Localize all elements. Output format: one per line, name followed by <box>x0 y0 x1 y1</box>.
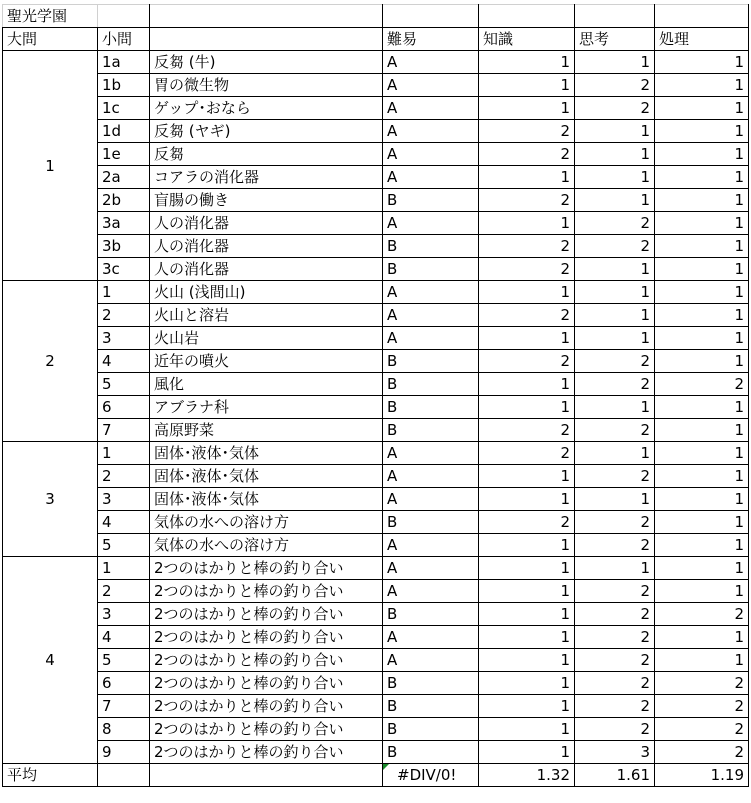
topic-cell[interactable]: 気体の水への溶け方 <box>150 534 383 557</box>
small-question-cell[interactable]: 1 <box>98 281 150 304</box>
difficulty-cell[interactable]: A <box>383 557 479 580</box>
header-knowledge[interactable]: 知識 <box>479 28 575 51</box>
small-question-cell[interactable]: 3 <box>98 603 150 626</box>
topic-cell[interactable]: 2つのはかりと棒の釣り合い <box>150 626 383 649</box>
average-processing-cell[interactable]: 1.19 <box>655 764 749 787</box>
small-question-cell[interactable]: 2b <box>98 189 150 212</box>
empty-cell[interactable] <box>655 5 749 28</box>
processing-cell[interactable]: 1 <box>655 396 749 419</box>
knowledge-cell[interactable]: 1 <box>479 626 575 649</box>
difficulty-cell[interactable]: A <box>383 534 479 557</box>
topic-cell[interactable]: 高原野菜 <box>150 419 383 442</box>
processing-cell[interactable]: 1 <box>655 626 749 649</box>
processing-cell[interactable]: 1 <box>655 488 749 511</box>
processing-cell[interactable]: 1 <box>655 534 749 557</box>
small-question-cell[interactable]: 4 <box>98 350 150 373</box>
topic-cell[interactable]: 反芻 (ヤギ) <box>150 120 383 143</box>
topic-cell[interactable]: 気体の水への溶け方 <box>150 511 383 534</box>
topic-cell[interactable]: 固体･液体･気体 <box>150 488 383 511</box>
knowledge-cell[interactable]: 2 <box>479 442 575 465</box>
thinking-cell[interactable]: 2 <box>575 695 655 718</box>
header-thinking[interactable]: 思考 <box>575 28 655 51</box>
table-row <box>3 166 749 189</box>
difficulty-cell[interactable]: B <box>383 235 479 258</box>
table-row <box>3 258 749 281</box>
thinking-cell[interactable]: 1 <box>575 51 655 74</box>
empty-cell[interactable] <box>98 764 150 787</box>
thinking-cell[interactable]: 2 <box>575 235 655 258</box>
processing-cell[interactable]: 2 <box>655 718 749 741</box>
small-question-cell[interactable]: 2 <box>98 580 150 603</box>
thinking-cell[interactable]: 2 <box>575 534 655 557</box>
error-indicator-icon <box>383 764 389 770</box>
table-row <box>3 189 749 212</box>
topic-cell[interactable]: 火山 (浅間山) <box>150 281 383 304</box>
big-question-cell[interactable]: 3 <box>3 442 98 557</box>
processing-cell[interactable]: 1 <box>655 465 749 488</box>
table-row <box>3 51 749 74</box>
school-name-cell[interactable]: 聖光学園 <box>3 5 98 28</box>
big-question-cell[interactable]: 1 <box>3 51 98 281</box>
average-knowledge-cell[interactable]: 1.32 <box>479 764 575 787</box>
processing-cell[interactable]: 1 <box>655 212 749 235</box>
knowledge-cell[interactable]: 1 <box>479 212 575 235</box>
small-question-cell[interactable]: 7 <box>98 419 150 442</box>
thinking-cell[interactable]: 1 <box>575 189 655 212</box>
knowledge-cell[interactable]: 2 <box>479 419 575 442</box>
difficulty-cell[interactable]: A <box>383 304 479 327</box>
processing-cell[interactable]: 1 <box>655 189 749 212</box>
topic-cell[interactable]: 近年の噴火 <box>150 350 383 373</box>
small-question-cell[interactable]: 3c <box>98 258 150 281</box>
processing-cell[interactable]: 2 <box>655 695 749 718</box>
thinking-cell[interactable]: 2 <box>575 373 655 396</box>
knowledge-cell[interactable]: 2 <box>479 304 575 327</box>
table-row <box>3 603 749 626</box>
knowledge-cell[interactable]: 1 <box>479 327 575 350</box>
thinking-cell[interactable]: 2 <box>575 97 655 120</box>
processing-cell[interactable]: 2 <box>655 603 749 626</box>
processing-cell[interactable]: 1 <box>655 120 749 143</box>
topic-cell[interactable]: 盲腸の働き <box>150 189 383 212</box>
table-row <box>3 672 749 695</box>
table-row <box>3 741 749 764</box>
knowledge-cell[interactable]: 1 <box>479 649 575 672</box>
thinking-cell[interactable]: 2 <box>575 626 655 649</box>
table-row <box>3 97 749 120</box>
knowledge-cell[interactable]: 1 <box>479 557 575 580</box>
topic-cell[interactable]: 2つのはかりと棒の釣り合い <box>150 603 383 626</box>
difficulty-cell[interactable]: B <box>383 695 479 718</box>
small-question-cell[interactable]: 1e <box>98 143 150 166</box>
processing-cell[interactable]: 1 <box>655 97 749 120</box>
processing-cell[interactable]: 1 <box>655 143 749 166</box>
processing-cell[interactable]: 1 <box>655 419 749 442</box>
knowledge-cell[interactable]: 2 <box>479 258 575 281</box>
knowledge-cell[interactable]: 2 <box>479 511 575 534</box>
small-question-cell[interactable]: 2 <box>98 465 150 488</box>
topic-cell[interactable]: 火山岩 <box>150 327 383 350</box>
topic-cell[interactable]: 2つのはかりと棒の釣り合い <box>150 695 383 718</box>
knowledge-cell[interactable]: 1 <box>479 74 575 97</box>
difficulty-cell[interactable]: A <box>383 51 479 74</box>
table-row <box>3 442 749 465</box>
difficulty-cell[interactable]: A <box>383 143 479 166</box>
error-value-text: #DIV/0! <box>397 766 457 784</box>
table-row <box>3 304 749 327</box>
table-row <box>3 718 749 741</box>
knowledge-cell[interactable]: 1 <box>479 695 575 718</box>
average-row <box>3 764 749 787</box>
empty-cell[interactable] <box>383 5 479 28</box>
thinking-cell[interactable]: 1 <box>575 143 655 166</box>
header-row <box>3 28 749 51</box>
small-question-cell[interactable]: 1c <box>98 97 150 120</box>
small-question-cell[interactable]: 9 <box>98 741 150 764</box>
difficulty-cell[interactable]: A <box>383 74 479 97</box>
average-thinking-cell[interactable]: 1.61 <box>575 764 655 787</box>
table-row <box>3 557 749 580</box>
processing-cell[interactable]: 1 <box>655 511 749 534</box>
thinking-cell[interactable]: 1 <box>575 120 655 143</box>
average-difficulty-cell[interactable] <box>383 764 479 787</box>
processing-cell[interactable]: 1 <box>655 304 749 327</box>
difficulty-cell[interactable]: A <box>383 120 479 143</box>
difficulty-cell[interactable]: B <box>383 189 479 212</box>
small-question-cell[interactable]: 1d <box>98 120 150 143</box>
thinking-cell[interactable]: 1 <box>575 557 655 580</box>
small-question-cell[interactable]: 4 <box>98 626 150 649</box>
thinking-cell[interactable]: 1 <box>575 396 655 419</box>
empty-cell[interactable] <box>479 5 575 28</box>
knowledge-cell[interactable]: 1 <box>479 488 575 511</box>
difficulty-cell[interactable]: A <box>383 580 479 603</box>
small-question-cell[interactable]: 5 <box>98 534 150 557</box>
knowledge-cell[interactable]: 2 <box>479 189 575 212</box>
topic-cell[interactable]: 反芻 <box>150 143 383 166</box>
table-row <box>3 419 749 442</box>
knowledge-cell[interactable]: 1 <box>479 373 575 396</box>
knowledge-cell[interactable]: 1 <box>479 718 575 741</box>
knowledge-cell[interactable]: 2 <box>479 120 575 143</box>
topic-cell[interactable]: 風化 <box>150 373 383 396</box>
knowledge-cell[interactable]: 1 <box>479 97 575 120</box>
difficulty-cell[interactable]: A <box>383 626 479 649</box>
table-row <box>3 488 749 511</box>
topic-cell[interactable]: コアラの消化器 <box>150 166 383 189</box>
table-row <box>3 74 749 97</box>
header-small-question[interactable]: 小問 <box>98 28 150 51</box>
difficulty-cell[interactable]: B <box>383 350 479 373</box>
small-question-cell[interactable]: 5 <box>98 649 150 672</box>
processing-cell[interactable]: 1 <box>655 442 749 465</box>
knowledge-cell[interactable]: 1 <box>479 396 575 419</box>
small-question-cell[interactable]: 6 <box>98 396 150 419</box>
thinking-cell[interactable]: 1 <box>575 327 655 350</box>
difficulty-cell[interactable]: B <box>383 258 479 281</box>
thinking-cell[interactable]: 2 <box>575 672 655 695</box>
topic-cell[interactable]: 2つのはかりと棒の釣り合い <box>150 672 383 695</box>
small-question-cell[interactable]: 3 <box>98 488 150 511</box>
difficulty-cell[interactable]: B <box>383 603 479 626</box>
small-question-cell[interactable]: 3 <box>98 327 150 350</box>
knowledge-cell[interactable]: 1 <box>479 534 575 557</box>
thinking-cell[interactable]: 1 <box>575 281 655 304</box>
thinking-cell[interactable]: 1 <box>575 442 655 465</box>
topic-cell[interactable]: 2つのはかりと棒の釣り合い <box>150 649 383 672</box>
table-row <box>3 695 749 718</box>
difficulty-cell[interactable]: B <box>383 672 479 695</box>
difficulty-cell[interactable]: B <box>383 419 479 442</box>
knowledge-cell[interactable]: 2 <box>479 235 575 258</box>
topic-cell[interactable]: アブラナ科 <box>150 396 383 419</box>
processing-cell[interactable]: 1 <box>655 649 749 672</box>
table-row <box>3 626 749 649</box>
empty-cell[interactable] <box>98 5 150 28</box>
processing-cell[interactable]: 1 <box>655 51 749 74</box>
thinking-cell[interactable]: 2 <box>575 350 655 373</box>
difficulty-cell[interactable]: A <box>383 327 479 350</box>
difficulty-cell[interactable]: A <box>383 212 479 235</box>
processing-cell[interactable]: 1 <box>655 235 749 258</box>
thinking-cell[interactable]: 1 <box>575 258 655 281</box>
difficulty-cell[interactable]: A <box>383 97 479 120</box>
topic-cell[interactable]: 人の消化器 <box>150 258 383 281</box>
thinking-cell[interactable]: 1 <box>575 488 655 511</box>
knowledge-cell[interactable]: 2 <box>479 350 575 373</box>
empty-cell[interactable] <box>150 764 383 787</box>
thinking-cell[interactable]: 3 <box>575 741 655 764</box>
processing-cell[interactable]: 1 <box>655 350 749 373</box>
table-row <box>3 465 749 488</box>
small-question-cell[interactable]: 4 <box>98 511 150 534</box>
small-question-cell[interactable]: 6 <box>98 672 150 695</box>
processing-cell[interactable]: 2 <box>655 373 749 396</box>
small-question-cell[interactable]: 3b <box>98 235 150 258</box>
table-row <box>3 143 749 166</box>
thinking-cell[interactable]: 2 <box>575 465 655 488</box>
difficulty-cell[interactable]: B <box>383 718 479 741</box>
small-question-cell[interactable]: 2 <box>98 304 150 327</box>
difficulty-cell[interactable]: A <box>383 649 479 672</box>
knowledge-cell[interactable]: 2 <box>479 143 575 166</box>
small-question-cell[interactable]: 1b <box>98 74 150 97</box>
knowledge-cell[interactable]: 1 <box>479 741 575 764</box>
topic-cell[interactable]: 2つのはかりと棒の釣り合い <box>150 718 383 741</box>
knowledge-cell[interactable]: 1 <box>479 465 575 488</box>
difficulty-cell[interactable]: A <box>383 281 479 304</box>
topic-cell[interactable]: 固体･液体･気体 <box>150 465 383 488</box>
knowledge-cell[interactable]: 1 <box>479 580 575 603</box>
topic-cell[interactable]: ゲップ･おなら <box>150 97 383 120</box>
knowledge-cell[interactable]: 1 <box>479 166 575 189</box>
processing-cell[interactable]: 1 <box>655 580 749 603</box>
header-topic[interactable] <box>150 28 383 51</box>
difficulty-cell[interactable]: A <box>383 465 479 488</box>
big-question-cell[interactable]: 2 <box>3 281 98 442</box>
small-question-cell[interactable]: 5 <box>98 373 150 396</box>
processing-cell[interactable]: 1 <box>655 557 749 580</box>
difficulty-cell[interactable]: B <box>383 396 479 419</box>
small-question-cell[interactable]: 1 <box>98 557 150 580</box>
processing-cell[interactable]: 1 <box>655 281 749 304</box>
header-processing[interactable]: 処理 <box>655 28 749 51</box>
topic-cell[interactable]: 人の消化器 <box>150 235 383 258</box>
processing-cell[interactable]: 1 <box>655 74 749 97</box>
knowledge-cell[interactable]: 1 <box>479 51 575 74</box>
thinking-cell[interactable]: 2 <box>575 649 655 672</box>
thinking-cell[interactable]: 2 <box>575 212 655 235</box>
processing-cell[interactable]: 1 <box>655 327 749 350</box>
topic-cell[interactable]: 2つのはかりと棒の釣り合い <box>150 557 383 580</box>
small-question-cell[interactable]: 2a <box>98 166 150 189</box>
table-row <box>3 120 749 143</box>
table-row <box>3 396 749 419</box>
empty-cell[interactable] <box>575 5 655 28</box>
table-row <box>3 281 749 304</box>
table-row <box>3 212 749 235</box>
small-question-cell[interactable]: 8 <box>98 718 150 741</box>
table-row <box>3 235 749 258</box>
table-row <box>3 534 749 557</box>
knowledge-cell[interactable]: 1 <box>479 672 575 695</box>
topic-cell[interactable]: 火山と溶岩 <box>150 304 383 327</box>
difficulty-cell[interactable]: A <box>383 166 479 189</box>
topic-cell[interactable]: 2つのはかりと棒の釣り合い <box>150 741 383 764</box>
difficulty-cell[interactable]: A <box>383 488 479 511</box>
empty-cell[interactable] <box>150 5 383 28</box>
difficulty-cell[interactable]: A <box>383 442 479 465</box>
title-row <box>3 5 749 28</box>
thinking-cell[interactable]: 2 <box>575 419 655 442</box>
difficulty-cell[interactable]: B <box>383 511 479 534</box>
processing-cell[interactable]: 1 <box>655 258 749 281</box>
knowledge-cell[interactable]: 1 <box>479 281 575 304</box>
processing-cell[interactable]: 1 <box>655 166 749 189</box>
table-row <box>3 649 749 672</box>
processing-cell[interactable]: 2 <box>655 672 749 695</box>
topic-cell[interactable]: 反芻 (牛) <box>150 51 383 74</box>
small-question-cell[interactable]: 7 <box>98 695 150 718</box>
table-row <box>3 580 749 603</box>
topic-cell[interactable]: 人の消化器 <box>150 212 383 235</box>
thinking-cell[interactable]: 2 <box>575 603 655 626</box>
table-row <box>3 511 749 534</box>
difficulty-cell[interactable]: B <box>383 373 479 396</box>
knowledge-cell[interactable]: 1 <box>479 603 575 626</box>
thinking-cell[interactable]: 2 <box>575 74 655 97</box>
topic-cell[interactable]: 固体･液体･気体 <box>150 442 383 465</box>
thinking-cell[interactable]: 1 <box>575 166 655 189</box>
thinking-cell[interactable]: 2 <box>575 511 655 534</box>
small-question-cell[interactable]: 1a <box>98 51 150 74</box>
header-difficulty[interactable]: 難易 <box>383 28 479 51</box>
table-row <box>3 373 749 396</box>
topic-cell[interactable]: 胃の微生物 <box>150 74 383 97</box>
big-question-cell[interactable]: 4 <box>3 557 98 764</box>
table-row <box>3 327 749 350</box>
average-label-cell[interactable]: 平均 <box>3 764 98 787</box>
thinking-cell[interactable]: 1 <box>575 304 655 327</box>
difficulty-cell[interactable]: B <box>383 741 479 764</box>
small-question-cell[interactable]: 3a <box>98 212 150 235</box>
small-question-cell[interactable]: 1 <box>98 442 150 465</box>
table-row <box>3 350 749 373</box>
thinking-cell[interactable]: 2 <box>575 580 655 603</box>
score-sheet <box>2 4 749 787</box>
header-big-question[interactable]: 大問 <box>3 28 98 51</box>
thinking-cell[interactable]: 2 <box>575 718 655 741</box>
processing-cell[interactable]: 2 <box>655 741 749 764</box>
topic-cell[interactable]: 2つのはかりと棒の釣り合い <box>150 580 383 603</box>
